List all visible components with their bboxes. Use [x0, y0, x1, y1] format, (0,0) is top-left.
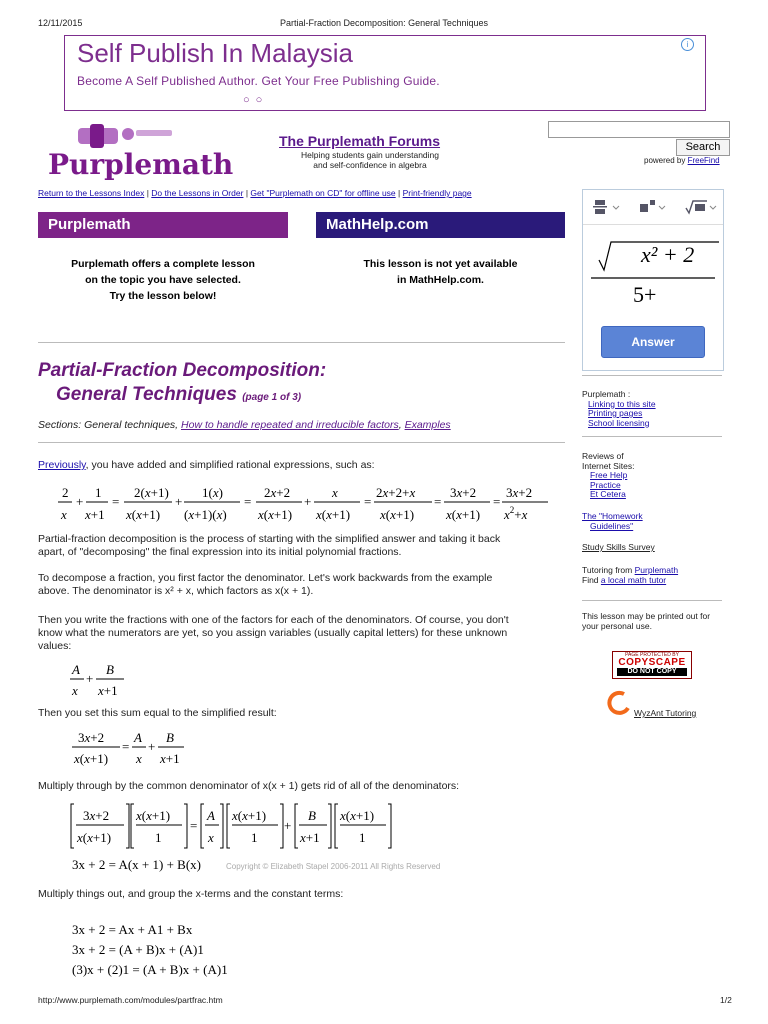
search-input[interactable] [548, 121, 730, 138]
search-button[interactable]: Search [676, 139, 730, 156]
section-link-examples[interactable]: Examples [404, 419, 451, 431]
print-url: http://www.purplemath.com/modules/partfrac.htm [38, 995, 223, 1005]
paragraph-line: Partial-fraction decomposition is the process of starting with the simplified answer and taking it back [38, 533, 501, 545]
sidebar-link-study-skills[interactable]: Study Skills Survey [582, 542, 655, 552]
paragraph-definition [38, 533, 565, 559]
paragraph-line: To decompose a fraction, you first factor the denominator. Let's work backwards from the example [38, 572, 493, 584]
mathhelp-banner-text [316, 256, 565, 288]
paragraph-line: know what the numerators are yet, so you assign variables (usually capital letters) for these unknown [38, 627, 508, 639]
svg-text:x+1: x+1 [300, 830, 320, 845]
forums-subtitle [290, 150, 450, 170]
sidebar-print-note [582, 612, 710, 631]
svg-text:x(x+1): x(x+1) [446, 507, 481, 522]
print-date: 12/11/2015 [38, 18, 83, 28]
svg-text:x: x [136, 751, 142, 766]
svg-text:=: = [434, 494, 442, 509]
paragraph-factor [38, 572, 565, 598]
sidebar-tutoring [582, 566, 678, 585]
svg-text:x(x+1): x(x+1) [74, 751, 109, 766]
svg-text:=: = [364, 494, 372, 509]
paragraph-line: above. The denominator is x² + x, which factors as x(x + 1). [38, 585, 314, 597]
banner-text-line: on the topic you have selected. [85, 274, 241, 286]
powered-by [644, 156, 720, 165]
sidebar-link-printing[interactable]: Printing pages [588, 408, 643, 418]
svg-text:3x+2: 3x+2 [506, 485, 533, 500]
divider [582, 375, 722, 376]
sidebar-text: your personal use. [582, 620, 652, 631]
mathhelp-banner[interactable]: MathHelp.com [316, 212, 565, 238]
sidebar-heading: Reviews of [582, 451, 624, 461]
wyzant-link[interactable]: WyzAnt Tutoring [634, 708, 697, 718]
svg-text:x(x+1): x(x+1) [136, 808, 171, 823]
svg-text:A: A [72, 662, 80, 677]
svg-text:+: + [304, 494, 312, 509]
svg-text:x+1: x+1 [160, 751, 180, 766]
svg-text:+: + [76, 494, 84, 509]
lesson-nav [38, 188, 472, 198]
exponent-tool-icon[interactable] [639, 199, 669, 215]
ad-pager-dots[interactable]: ○○ [243, 94, 269, 106]
sidebar-text: This lesson may be printed out for [582, 611, 711, 621]
ad-subtitle: Become A Self Published Author. Get Your Free Publishing Guide. [77, 74, 440, 88]
copyscape-line: DO NOT COPY [617, 668, 687, 676]
svg-text:2: 2 [62, 485, 69, 500]
divider [38, 442, 565, 443]
svg-text:x2+x: $x^2+x$ [504, 505, 528, 522]
print-page-number: 1/2 [720, 995, 732, 1005]
math-widget[interactable] [582, 189, 724, 371]
divider [582, 600, 722, 601]
nav-separator: | [398, 188, 401, 198]
sidebar-link-purplemath[interactable]: Purplemath [634, 565, 679, 575]
svg-text:+: + [175, 494, 183, 509]
svg-text:=: = [190, 818, 198, 833]
svg-text:x(x+1): x(x+1) [232, 808, 267, 823]
sidebar-text: Tutoring from [582, 565, 633, 575]
divider [582, 436, 722, 437]
answer-button[interactable]: Answer [601, 326, 705, 358]
widget-expression[interactable] [587, 240, 719, 310]
svg-text:+: + [284, 818, 292, 833]
svg-text:x+1: x+1 [85, 507, 105, 522]
grouped-equations [72, 920, 228, 980]
widget-expr-denominator: 5+ [633, 282, 657, 307]
fraction-tool-icon[interactable] [593, 199, 623, 215]
sidebar-link-licensing[interactable]: School licensing [588, 417, 650, 428]
svg-text:x: x [72, 683, 78, 698]
svg-text:1: 1 [95, 485, 102, 500]
svg-text:+: + [86, 671, 94, 686]
svg-text:x+1: x+1 [98, 683, 118, 698]
svg-text:B: B [166, 730, 174, 745]
sqrt-tool-icon[interactable] [685, 199, 719, 215]
svg-text:2x+2+x: 2x+2+x [376, 485, 416, 500]
sidebar-purplemath [582, 390, 656, 428]
wyzant-swirl-icon [604, 690, 632, 718]
equation-line: 3x + 2 = A(x + 1) + B(x) [72, 857, 201, 872]
svg-text:=: = [122, 739, 130, 754]
svg-text:3x+2: 3x+2 [78, 730, 105, 745]
svg-text:A: A [207, 808, 215, 823]
copyscape-line: COPYSCAPE [618, 657, 686, 668]
svg-text:(x+1)(x): (x+1)(x) [184, 507, 227, 522]
sidebar-homework[interactable] [582, 512, 643, 531]
paragraph-previously [38, 459, 375, 472]
banner-text-line: in MathHelp.com. [397, 274, 484, 286]
divider [38, 342, 565, 343]
paragraph-text: , you have added and simplified rational expressions, such as: [85, 459, 375, 471]
sidebar-link-homework-2[interactable]: Guidelines" [590, 520, 634, 531]
svg-text:1: 1 [155, 830, 162, 845]
nav-cd[interactable]: Get "Purplemath on CD" for offline use [250, 188, 396, 198]
sections-nav: Sections: General techniques, How to handle repeated and irreducible factors, Examples [38, 419, 451, 431]
svg-text:=: = [112, 494, 120, 509]
paragraph-line: apart, of "decomposing" the final expression into its initial polynomial fractions. [38, 546, 402, 558]
page-indicator: (page 1 of 3) [242, 392, 302, 403]
svg-text:x(x+1): x(x+1) [380, 507, 415, 522]
svg-text:3x+2: 3x+2 [83, 808, 110, 823]
copyscape-line: PAGE PROTECTED BY [625, 652, 679, 658]
section-link-repeated[interactable]: How to handle repeated and irreducible factors [181, 419, 399, 431]
nav-lessons-index[interactable]: Return to the Lessons Index [38, 188, 145, 198]
svg-text:1: 1 [359, 830, 366, 845]
purplemath-banner-text [38, 256, 288, 304]
sidebar-link-free-help[interactable]: Free Help [590, 470, 628, 480]
paragraph-group: Multiply things out, and group the x-terms and the constant terms: [38, 888, 344, 900]
nav-print-friendly[interactable]: Print-friendly page [402, 188, 472, 198]
powered-by-label: powered by [644, 156, 686, 165]
svg-text:2x+2: 2x+2 [264, 485, 291, 500]
forums-subtitle-line: Helping students gain understanding [301, 150, 439, 160]
unknown-fractions-equation [70, 660, 140, 700]
svg-text:x: x [61, 507, 67, 522]
banner-text-line: Purplemath offers a complete lesson [71, 258, 255, 270]
lesson-subtitle [56, 384, 301, 406]
forums-subtitle-line: and self-confidence in algebra [313, 160, 427, 170]
logo-graphic-icon [68, 122, 178, 150]
widget-toolbar [583, 190, 723, 225]
forums-link[interactable]: The Purplemath Forums [279, 133, 441, 149]
svg-text:B: B [308, 808, 316, 823]
svg-text:A: A [134, 730, 142, 745]
svg-text:x: x [208, 830, 214, 845]
sidebar-heading: Internet Sites: [582, 460, 635, 471]
sidebar-link-homework[interactable]: The "Homework [582, 511, 643, 521]
equation-line: 3x + 2 = Ax + A1 + Bx [72, 922, 193, 937]
nav-lessons-order[interactable]: Do the Lessons in Order [151, 188, 244, 198]
purplemath-banner[interactable]: Purplemath [38, 212, 288, 238]
paragraph-equal: Then you set this sum equal to the simplified result: [38, 707, 277, 719]
svg-text:x(x+1): x(x+1) [126, 507, 161, 522]
sidebar-link-practice[interactable]: Practice [590, 479, 621, 490]
sidebar-link-linking[interactable]: Linking to this site [588, 398, 656, 409]
svg-text:3x+2: 3x+2 [450, 485, 477, 500]
svg-text:x: x [332, 485, 338, 500]
paragraph-line: values: [38, 640, 72, 652]
sidebar-text: Find [582, 574, 599, 585]
paragraph-multiply: Multiply through by the common denominator of x(x + 1) gets rid of all of the denominators: [38, 780, 460, 792]
lesson-title: Partial-Fraction Decomposition: [38, 360, 327, 381]
svg-text:x(x+1): x(x+1) [340, 808, 375, 823]
svg-text:x(x+1): x(x+1) [77, 830, 112, 845]
equation-line: 3x + 2 = (A + B)x + (A)1 [72, 942, 204, 957]
copyscape-badge[interactable] [612, 651, 692, 679]
bracket-multiply-equation [70, 802, 410, 850]
copyright-notice: Copyright © Elizabeth Stapel 2006-2011 All Rights Reserved [226, 862, 441, 871]
svg-text:x(x+1): x(x+1) [258, 507, 293, 522]
svg-text:=: = [493, 494, 501, 509]
svg-text:B: B [106, 662, 114, 677]
svg-text:1(x): 1(x) [202, 485, 223, 500]
lesson-subtitle-text: General Techniques [56, 384, 237, 405]
nav-separator: | [146, 188, 149, 198]
nav-separator: | [245, 188, 249, 198]
svg-text:+: + [148, 739, 156, 754]
sum-equal-equation [70, 728, 190, 768]
sidebar-heading: Purplemath : [582, 389, 631, 399]
paragraph-variables [38, 614, 565, 653]
ad-banner[interactable] [64, 35, 706, 111]
svg-text:=: = [244, 494, 252, 509]
site-logo[interactable]: Purplemath [48, 148, 234, 181]
svg-text:1: 1 [251, 830, 258, 845]
ad-info-icon[interactable]: i [681, 38, 694, 51]
svg-text:x(x+1): x(x+1) [316, 507, 351, 522]
sections-label: Sections: General techniques, [38, 419, 182, 431]
sidebar-link-et-cetera[interactable]: Et Cetera [590, 489, 626, 499]
sidebar-link-local-tutor[interactable]: a local math tutor [600, 574, 667, 585]
paragraph-line: Then you write the fractions with one of the factors for each of the denominators. Of course, you don't [38, 614, 509, 626]
rational-sum-equation [56, 482, 556, 524]
ad-title[interactable]: Self Publish In Malaysia [77, 38, 354, 68]
widget-expr-numerator: x² + 2 [641, 242, 695, 267]
banner-text-line: Try the lesson below! [109, 290, 217, 302]
print-title: Partial-Fraction Decomposition: General Techniques [280, 18, 488, 28]
banner-text-line: This lesson is not yet available [363, 258, 518, 270]
freefind-link[interactable]: FreeFind [687, 156, 720, 165]
previously-link[interactable]: Previously [38, 459, 86, 471]
equation-line: (3)x + (2)1 = (A + B)x + (A)1 [72, 962, 228, 977]
sidebar-reviews [582, 452, 634, 500]
svg-text:2(x+1): 2(x+1) [134, 485, 169, 500]
